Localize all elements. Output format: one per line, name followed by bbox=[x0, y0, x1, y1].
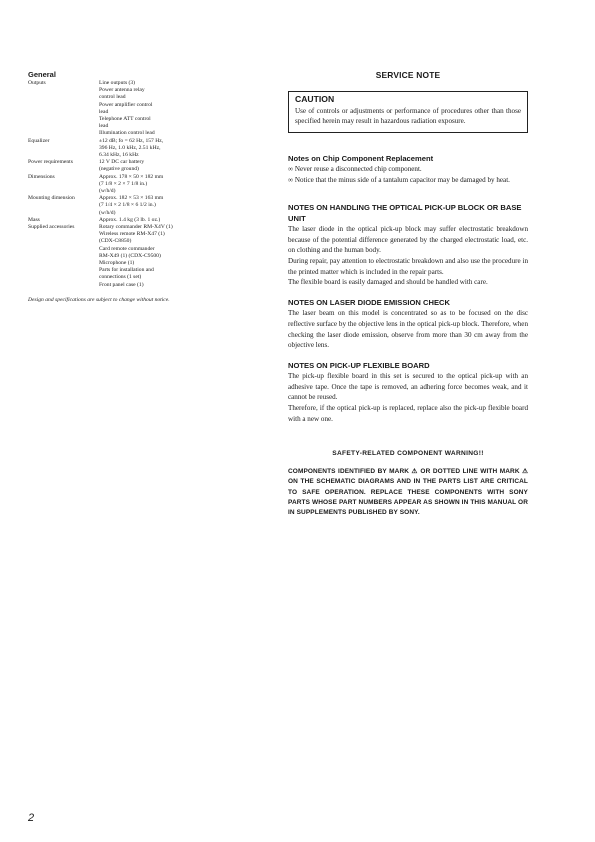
spec-label: Mass bbox=[28, 216, 40, 223]
spec-values bbox=[99, 224, 198, 289]
spec-label: Outputs bbox=[28, 80, 46, 86]
spec-value-line: Rotary commander RM-X4V (1) bbox=[99, 224, 173, 231]
chip-bullet-1: ∞ Never reuse a disconnected chip component. bbox=[288, 165, 422, 174]
spec-row bbox=[28, 195, 198, 217]
spec-label: Dimensions bbox=[28, 173, 55, 180]
laser-heading: NOTES ON LASER DIODE EMISSION CHECK bbox=[288, 297, 451, 307]
caution-box bbox=[288, 91, 528, 133]
chip-component-section bbox=[288, 154, 528, 186]
spec-value-line: Approx. 1.4 kg (3 lb. 1 oz.) bbox=[99, 216, 161, 223]
spec-label: Supplied accessories bbox=[28, 224, 75, 231]
chip-heading: Notes on Chip Component Replacement bbox=[288, 153, 434, 163]
spec-values bbox=[99, 217, 198, 224]
spec-row bbox=[28, 224, 198, 289]
flex-heading: NOTES ON PICK-UP FLEXIBLE BOARD bbox=[288, 360, 430, 370]
spec-value-line: Illumination control lead bbox=[99, 130, 155, 137]
spec-value-line: (w/h/d) bbox=[99, 188, 116, 195]
spec-values bbox=[99, 159, 198, 173]
optical-heading: NOTES ON HANDLING THE OPTICAL PICK-UP BLOCK OR BASE UNIT bbox=[288, 203, 522, 223]
spec-value-line: (w/h/d) bbox=[99, 209, 116, 216]
spec-value-line: Parts for installation and bbox=[99, 267, 154, 274]
spec-value-line: Power antenna relay bbox=[99, 87, 145, 94]
chip-bullet-2: ∞ Notice that the minus side of a tantalum capacitor may be damaged by heat. bbox=[288, 175, 510, 184]
spec-value-line: (CDX-C8850) bbox=[99, 238, 132, 245]
spec-row bbox=[28, 138, 198, 160]
spec-values bbox=[99, 195, 198, 217]
specs-heading: General bbox=[28, 70, 56, 79]
spec-value-line: 12 V DC car battery bbox=[99, 159, 145, 166]
spec-value-line: Approx. 178 × 50 × 182 mm bbox=[99, 173, 164, 180]
spec-value-line: lead bbox=[99, 108, 109, 115]
spec-value-line: 396 Hz, 1.0 kHz, 2.51 kHz, bbox=[99, 144, 161, 151]
spec-value-line: connections (1 set) bbox=[99, 274, 142, 281]
laser-paragraph: The laser beam on this model is concentrated so as to be focused on the disc reflective surface by the objective lens in the optical pick-up block. Therefore, when checking the laser diode emission, observe from more than 30 cm away from the objective lens. bbox=[288, 309, 528, 350]
spec-row bbox=[28, 174, 198, 196]
spec-value-line: RM-X49 (1) (CDX-C9500) bbox=[99, 252, 161, 259]
spec-values bbox=[99, 174, 198, 196]
spec-value-line: Telephone ATT control bbox=[99, 116, 151, 123]
spec-label: Power requirements bbox=[28, 159, 73, 166]
bullet-symbol: ∞ bbox=[288, 175, 294, 184]
optical-paragraph-1: The laser diode in the optical pick-up block may suffer electrostatic breakdown because of the potential difference generated by the charged electrostatic load, etc. on clothing and the human body. bbox=[288, 225, 528, 255]
caution-title: CAUTION bbox=[295, 94, 335, 104]
service-note-title: SERVICE NOTE bbox=[375, 70, 441, 80]
spec-value-line: 6.34 kHz, 16 kHz bbox=[99, 152, 139, 159]
specs-footnote: Design and specifications are subject to change without notice. bbox=[28, 296, 170, 303]
optical-paragraph-2: During repair, pay attention to electrostatic breakdown and also use the procedure in the printed matter which is included in the repair parts. bbox=[288, 257, 528, 276]
spec-value-line: (negative ground) bbox=[99, 166, 139, 173]
flex-paragraph-2: Therefore, if the optical pick-up is replaced, replace also the pick-up flexible board with a new one. bbox=[288, 404, 528, 423]
spec-value-line: Wireless remote RM-X47 (1) bbox=[99, 231, 165, 238]
specifications-section bbox=[28, 70, 198, 304]
spec-value-line: Power amplifier control bbox=[99, 101, 153, 108]
optical-pickup-section bbox=[288, 203, 528, 288]
spec-value-line: Approx. 182 × 53 × 163 mm bbox=[99, 195, 164, 202]
spec-value-line: ±12 dB; fo = 62 Hz, 157 Hz, bbox=[99, 137, 164, 144]
spec-value-line: Card remote commander bbox=[99, 245, 155, 252]
safety-warning-title: SAFETY-RELATED COMPONENT WARNING!! bbox=[332, 450, 484, 458]
spec-values bbox=[99, 138, 198, 160]
spec-row bbox=[28, 217, 198, 224]
spec-values bbox=[99, 80, 198, 138]
spec-value-line: lead bbox=[99, 123, 109, 130]
page-number: 2 bbox=[28, 812, 35, 824]
flexible-board-section bbox=[288, 361, 528, 424]
safety-warning-text: COMPONENTS IDENTIFIED BY MARK ⚠ OR DOTTED LINE WITH MARK ⚠ ON THE SCHEMATIC DIAGRAMS AND IN THE PARTS LIST ARE CRITICAL TO SAFE OPERATION. REPLACE THESE COMPONENTS WITH SONY PARTS WHOSE PART NUMBERS APPEAR AS SHOWN IN THIS MANUAL OR IN SUPPLEMENTS PUBLISHED BY SONY. bbox=[288, 468, 528, 516]
spec-row bbox=[28, 159, 198, 173]
spec-value-line: (7 1/4 × 2 1/8 × 6 1/2 in.) bbox=[99, 202, 156, 209]
spec-value-line: Microphone (1) bbox=[99, 260, 135, 267]
optical-paragraph-3: The flexible board is easily damaged and should be handled with care. bbox=[288, 278, 488, 287]
spec-value-line: (7 1/8 × 2 × 7 1/8 in.) bbox=[99, 180, 148, 187]
spec-value-line: Line outputs (3) bbox=[99, 80, 136, 86]
spec-value-line: Front panel case (1) bbox=[99, 281, 144, 288]
spec-label: Mounting dimension bbox=[28, 195, 75, 202]
bullet-symbol: ∞ bbox=[288, 165, 294, 174]
spec-row bbox=[28, 80, 198, 138]
spec-value-line: control lead bbox=[99, 94, 126, 101]
service-notes-section bbox=[288, 70, 528, 518]
spec-label: Equalizer bbox=[28, 137, 50, 144]
specs-table bbox=[28, 80, 198, 289]
caution-text: Use of controls or adjustments or performance of procedures other than those specified herein may result in hazardous radiation exposure. bbox=[295, 107, 521, 126]
flex-paragraph-1: The pick-up flexible board in this set is secured to the optical pick-up with an adhesive tape. Once the tape is removed, an adhering force becomes weak, and it cannot be reused. bbox=[288, 372, 528, 402]
laser-emission-section bbox=[288, 298, 528, 351]
